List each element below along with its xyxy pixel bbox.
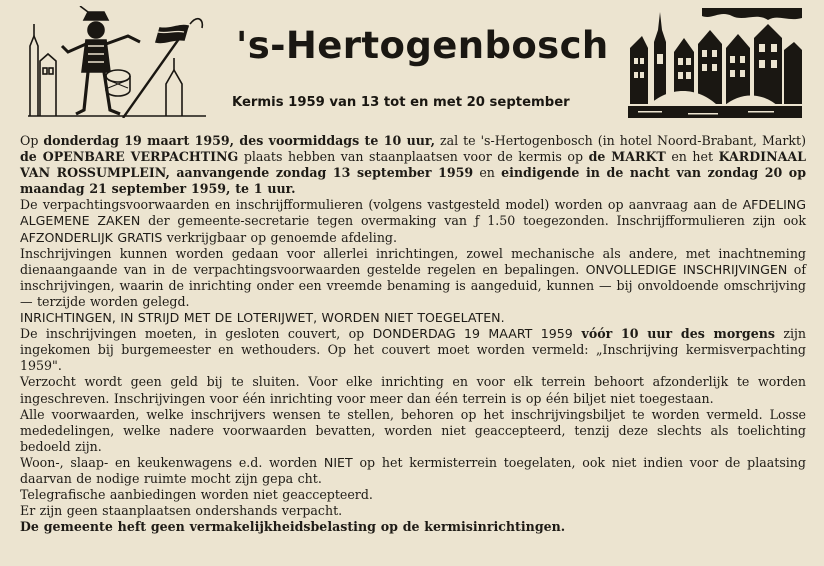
text-segment: Alle voorwaarden, welke inschrijvers wensen te stellen, behoren op het inschrijvingsbiljet te worden vermeld. Losse mededelingen, welke nadere voorwaarden bevatten, worden niet geaccepteerd, tenzij deze slechts als toelichting bedoeld zijn.	[20, 406, 806, 454]
header	[0, 0, 824, 126]
text-segment: Inschrijvingen kunnen worden gedaan voor allerlei inrichtingen, zowel mechanische als andere, met inachtneming dienaangaande van in de verpachtingsvoorwaarden gestelde regelen en bepalingen.	[20, 245, 806, 277]
page-title: 's-Hertogenbosch	[236, 24, 609, 67]
text-segment: op het kermisterrein toegelaten, ook niet indien voor de plaatsing daarvan de nodige ruimte mocht zijn gepa cht.	[20, 454, 806, 486]
text-segment: donderdag 19 maart 1959, des voormiddags te 10 uur,	[43, 133, 435, 148]
text-segment: INRICHTINGEN, IN STRIJD MET DE LOTERIJWET, WORDEN NIET TOEGELATEN.	[20, 310, 505, 326]
paragraph	[20, 503, 806, 519]
text-segment: Woon-, slaap- en keukenwagens e.d. worden	[20, 454, 324, 470]
paragraph	[20, 197, 806, 245]
text-segment: eindigende in de nacht van zondag 20 op maandag 21 september 1959, te 1 uur.	[20, 165, 807, 197]
paragraph	[20, 133, 806, 197]
paragraph	[20, 519, 806, 535]
text-segment: de OPENBARE VERPACHTING	[20, 149, 239, 165]
text-segment: NIET	[323, 454, 353, 470]
paragraph	[20, 455, 806, 487]
text-segment: Telegrafische aanbiedingen worden niet geaccepteerd.	[20, 487, 373, 503]
text-segment: verkrijgbaar op genoemde afdeling.	[162, 229, 397, 245]
text-segment: zijn ingekomen bij burgemeester en wethouders. Op het couvert moet worden vermeld: „Inschrijving kermisverpachting 1959".	[20, 326, 807, 374]
text-segment: De inschrijvingen moeten, in gesloten couvert, op	[20, 326, 373, 342]
text-segment: de MARKT	[588, 149, 666, 165]
text-segment: AFDELING ALGEMENE ZAKEN	[20, 197, 806, 229]
text-segment: en	[473, 165, 502, 181]
announcement-body	[20, 133, 806, 535]
text-segment: Op	[20, 133, 44, 148]
text-segment: der gemeente-secretarie tegen overmaking van ƒ 1.50 toegezonden. Inschrijfformulieren zijn ook	[140, 213, 806, 229]
paragraph	[20, 326, 806, 374]
text-segment: vóór 10 uur des morgens	[572, 326, 775, 342]
paragraph	[20, 310, 806, 326]
text-segment: De gemeente heft geen vermakelijkheidsbelasting op de kermisinrichtingen.	[20, 519, 566, 535]
paragraph	[20, 374, 806, 406]
text-segment: De verpachtingsvoorwaarden en inschrijfformulieren (volgens vastgesteld model) worden op aanvraag aan de	[20, 197, 743, 213]
text-segment: zal te 's-Hertogenbosch (in hotel Noord-Brabant, Markt)	[435, 133, 806, 148]
paragraph	[20, 407, 806, 455]
text-segment: DONDERDAG 19 MAART 1959	[372, 326, 573, 342]
text-segment: ONVOLLEDIGE INSCHRIJVINGEN	[585, 261, 788, 277]
cityscape-illustration	[628, 8, 802, 118]
text-segment: en het	[665, 149, 719, 165]
text-segment: of inschrijvingen, waarin de inrichting onder een vreemde benaming is aangeduid, kunnen — bij onvoldoende omschrijving — terzijde worden gelegd.	[20, 261, 806, 309]
paragraph	[20, 246, 806, 310]
text-segment: KARDINAAL VAN ROSSUMPLEIN, aanvangende zondag 13 september 1959	[20, 149, 806, 181]
text-segment: plaats hebben van staanplaatsen voor de kermis op	[238, 149, 589, 165]
text-segment: Verzocht wordt geen geld bij te sluiten. Voor elke inrichting en voor elk terrein behoort afzonderlijk te worden ingeschreven. Inschrijvingen voor één inrichting voor meer dan één terrein is op één biljet niet toegestaan.	[20, 374, 806, 406]
paragraph	[20, 487, 806, 503]
page-subtitle: Kermis 1959 van 13 tot en met 20 september	[232, 95, 570, 110]
text-segment: Er zijn geen staanplaatsen ondershands verpacht.	[20, 503, 343, 519]
text-segment: AFZONDERLIJK GRATIS	[20, 229, 163, 245]
drummer-illustration	[28, 6, 206, 118]
